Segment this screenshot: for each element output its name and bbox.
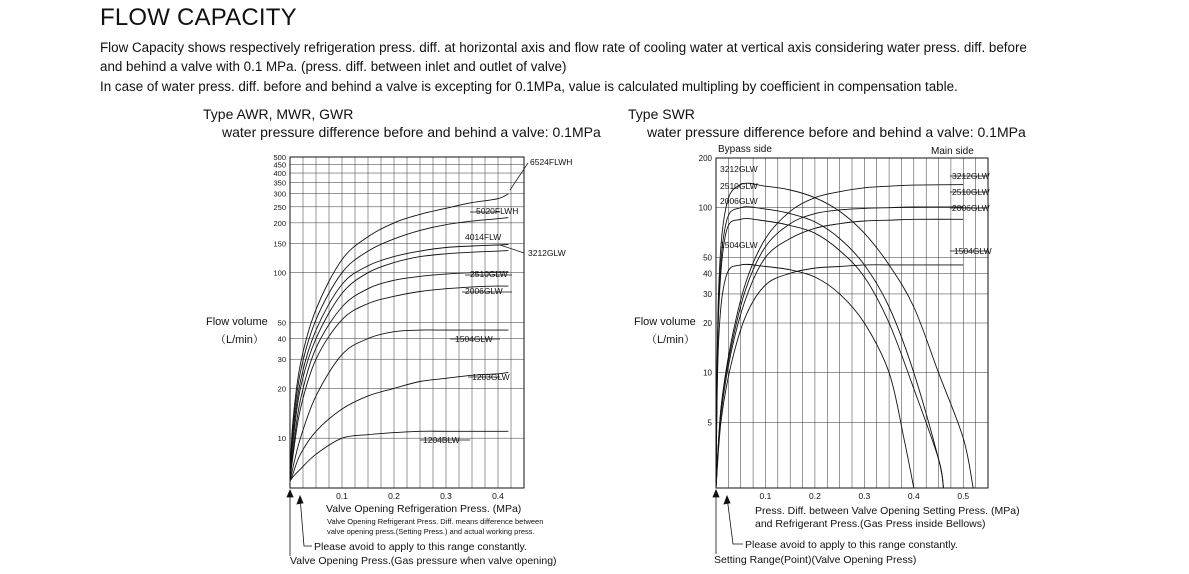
series-line-2006glw-bypass-side	[716, 219, 944, 488]
main-side-label: Main side	[931, 146, 974, 157]
y-tick-label: 20	[703, 319, 712, 328]
x-tick-label: 0.1	[336, 491, 348, 501]
y-tick-label: 500	[273, 153, 286, 162]
y-tick-label: 350	[273, 178, 286, 188]
description-line-1: Flow Capacity shows respectively refrigeration press. diff. at horizontal axis and flow rate of cooling water at vertical axis considering water press. diff. before	[100, 40, 1027, 55]
series-label-2006glw: 2006GLW	[465, 286, 503, 296]
right-note-arrows	[713, 490, 743, 554]
y-tick-label: 100	[273, 268, 286, 278]
y-tick-label: 200	[273, 218, 286, 228]
series-line-5020flwh	[290, 218, 508, 481]
series-line-1203glw	[290, 372, 508, 481]
y-tick-label: 40	[703, 269, 712, 279]
series-label-1203glw: 1203GLW	[472, 372, 510, 382]
x-tick-label: 0.2	[808, 491, 821, 501]
left-avoid-arrowhead	[297, 496, 303, 504]
left-opening-arrowhead	[287, 490, 293, 497]
series-line-4014flw	[290, 245, 508, 482]
right-avoid-arrow-line	[727, 497, 743, 544]
y-tick-label: 250	[273, 202, 286, 212]
label-leader-line	[510, 163, 528, 190]
series-label-3212glw-main-side: 3212GLW	[952, 171, 990, 181]
right-ylabel: Flow volume	[634, 316, 696, 328]
right-type-label: Type SWR	[628, 106, 695, 122]
description-line-2: and behind a valve with 0.1 MPa. (press. diff. between inlet and outlet of valve)	[100, 59, 567, 74]
y-tick-label: 5	[707, 418, 712, 428]
series-label-3212glw-bypass-side: 3212GLW	[720, 164, 758, 174]
right-setting-arrowhead	[713, 490, 719, 497]
description-line-3: In case of water press. diff. before and behind a valve is excepting for 0.1MPa, value is calculated multipling by coefficient in compensation table.	[100, 79, 958, 94]
left-note-1: Valve Opening Refrigerant Press. Diff. means difference between	[327, 517, 544, 526]
series-label-2006glw-main-side: 2006GLW	[952, 203, 990, 213]
right-xlabel-1: Press. Diff. between Valve Opening Setting Press. (MPa)	[755, 505, 1020, 517]
left-avoid-note: Please avoid to apply to this range constantly.	[314, 541, 527, 553]
y-tick-label: 20	[277, 384, 286, 394]
y-tick-label: 50	[703, 253, 712, 263]
y-tick-label: 30	[277, 355, 286, 365]
right-subtitle: water pressure difference before and behind a valve: 0.1MPa	[647, 124, 1026, 140]
left-avoid-arrow-line	[300, 497, 312, 546]
series-line-1504glw	[290, 330, 508, 481]
series-label-6524flwh: 6524FLWH	[530, 157, 573, 167]
left-chart-plot	[273, 153, 572, 501]
right-avoid-arrowhead	[724, 496, 730, 504]
right-yunit: （L/min）	[646, 334, 695, 346]
y-tick-label: 150	[273, 239, 286, 249]
left-note-2: valve opening press.(Setting Press.) and actual working press.	[327, 527, 535, 536]
y-tick-label: 400	[273, 169, 286, 179]
y-tick-label: 30	[703, 289, 712, 299]
y-tick-label: 50	[277, 318, 286, 328]
y-tick-label: 200	[698, 154, 712, 163]
left-opening-note: Valve Opening Press.(Gas pressure when valve opening)	[290, 555, 557, 567]
x-tick-label: 0.4	[492, 491, 504, 501]
x-tick-label: 0.1	[759, 491, 772, 501]
series-label-1204blw: 1204BLW	[423, 435, 460, 445]
left-type-label: Type AWR, MWR, GWR	[203, 106, 354, 122]
series-label-2006glw-bypass-side: 2006GLW	[720, 196, 758, 206]
series-line-1204blw	[290, 431, 508, 481]
right-xlabel-2: and Refrigerant Press.(Gas Press inside Bellows)	[755, 518, 986, 530]
series-label-5020flwh: 5020FLWH	[476, 206, 519, 216]
left-xlabel: Valve Opening Refrigeration Press. (MPa)	[326, 503, 522, 515]
x-tick-label: 0.3	[858, 491, 871, 501]
series-label-4014flw: 4014FLW	[465, 232, 502, 242]
series-label-1504glw-main-side: 1504GLW	[954, 246, 992, 256]
y-tick-label: 100	[698, 203, 712, 213]
y-tick-label: 450	[273, 160, 286, 170]
series-label-2510glw-main-side: 2510GLW	[952, 187, 990, 197]
x-tick-label: 0.5	[957, 491, 970, 501]
left-ylabel: Flow volume	[206, 316, 268, 328]
left-yunit: （L/min）	[215, 334, 264, 346]
series-label-3212glw: 3212GLW	[528, 248, 566, 258]
x-tick-label: 0.2	[388, 491, 400, 501]
x-tick-label: 0.4	[907, 491, 920, 501]
left-subtitle: water pressure difference before and behind a valve: 0.1MPa	[222, 124, 601, 140]
series-label-1504glw-bypass-side: 1504GLW	[720, 240, 758, 250]
series-label-2510glw-bypass-side: 2510GLW	[720, 181, 758, 191]
x-tick-label: 0.3	[440, 491, 452, 501]
y-tick-label: 10	[277, 434, 286, 444]
series-label-1504glw: 1504GLW	[455, 334, 493, 344]
bypass-side-label: Bypass side	[718, 144, 772, 155]
right-setting-note: Setting Range(Point)(Valve Opening Press)	[714, 554, 917, 566]
right-chart-plot	[699, 154, 992, 501]
left-note-arrows	[287, 490, 312, 556]
right-avoid-note: Please avoid to apply to this range constantly.	[745, 539, 958, 551]
label-leader-line	[500, 245, 524, 253]
series-label-2510glw: 2510GLW	[470, 269, 508, 279]
y-tick-label: 40	[277, 334, 286, 344]
y-tick-label: 300	[273, 189, 286, 199]
page-title: FLOW CAPACITY	[100, 4, 297, 31]
y-tick-label: 10	[703, 368, 712, 378]
